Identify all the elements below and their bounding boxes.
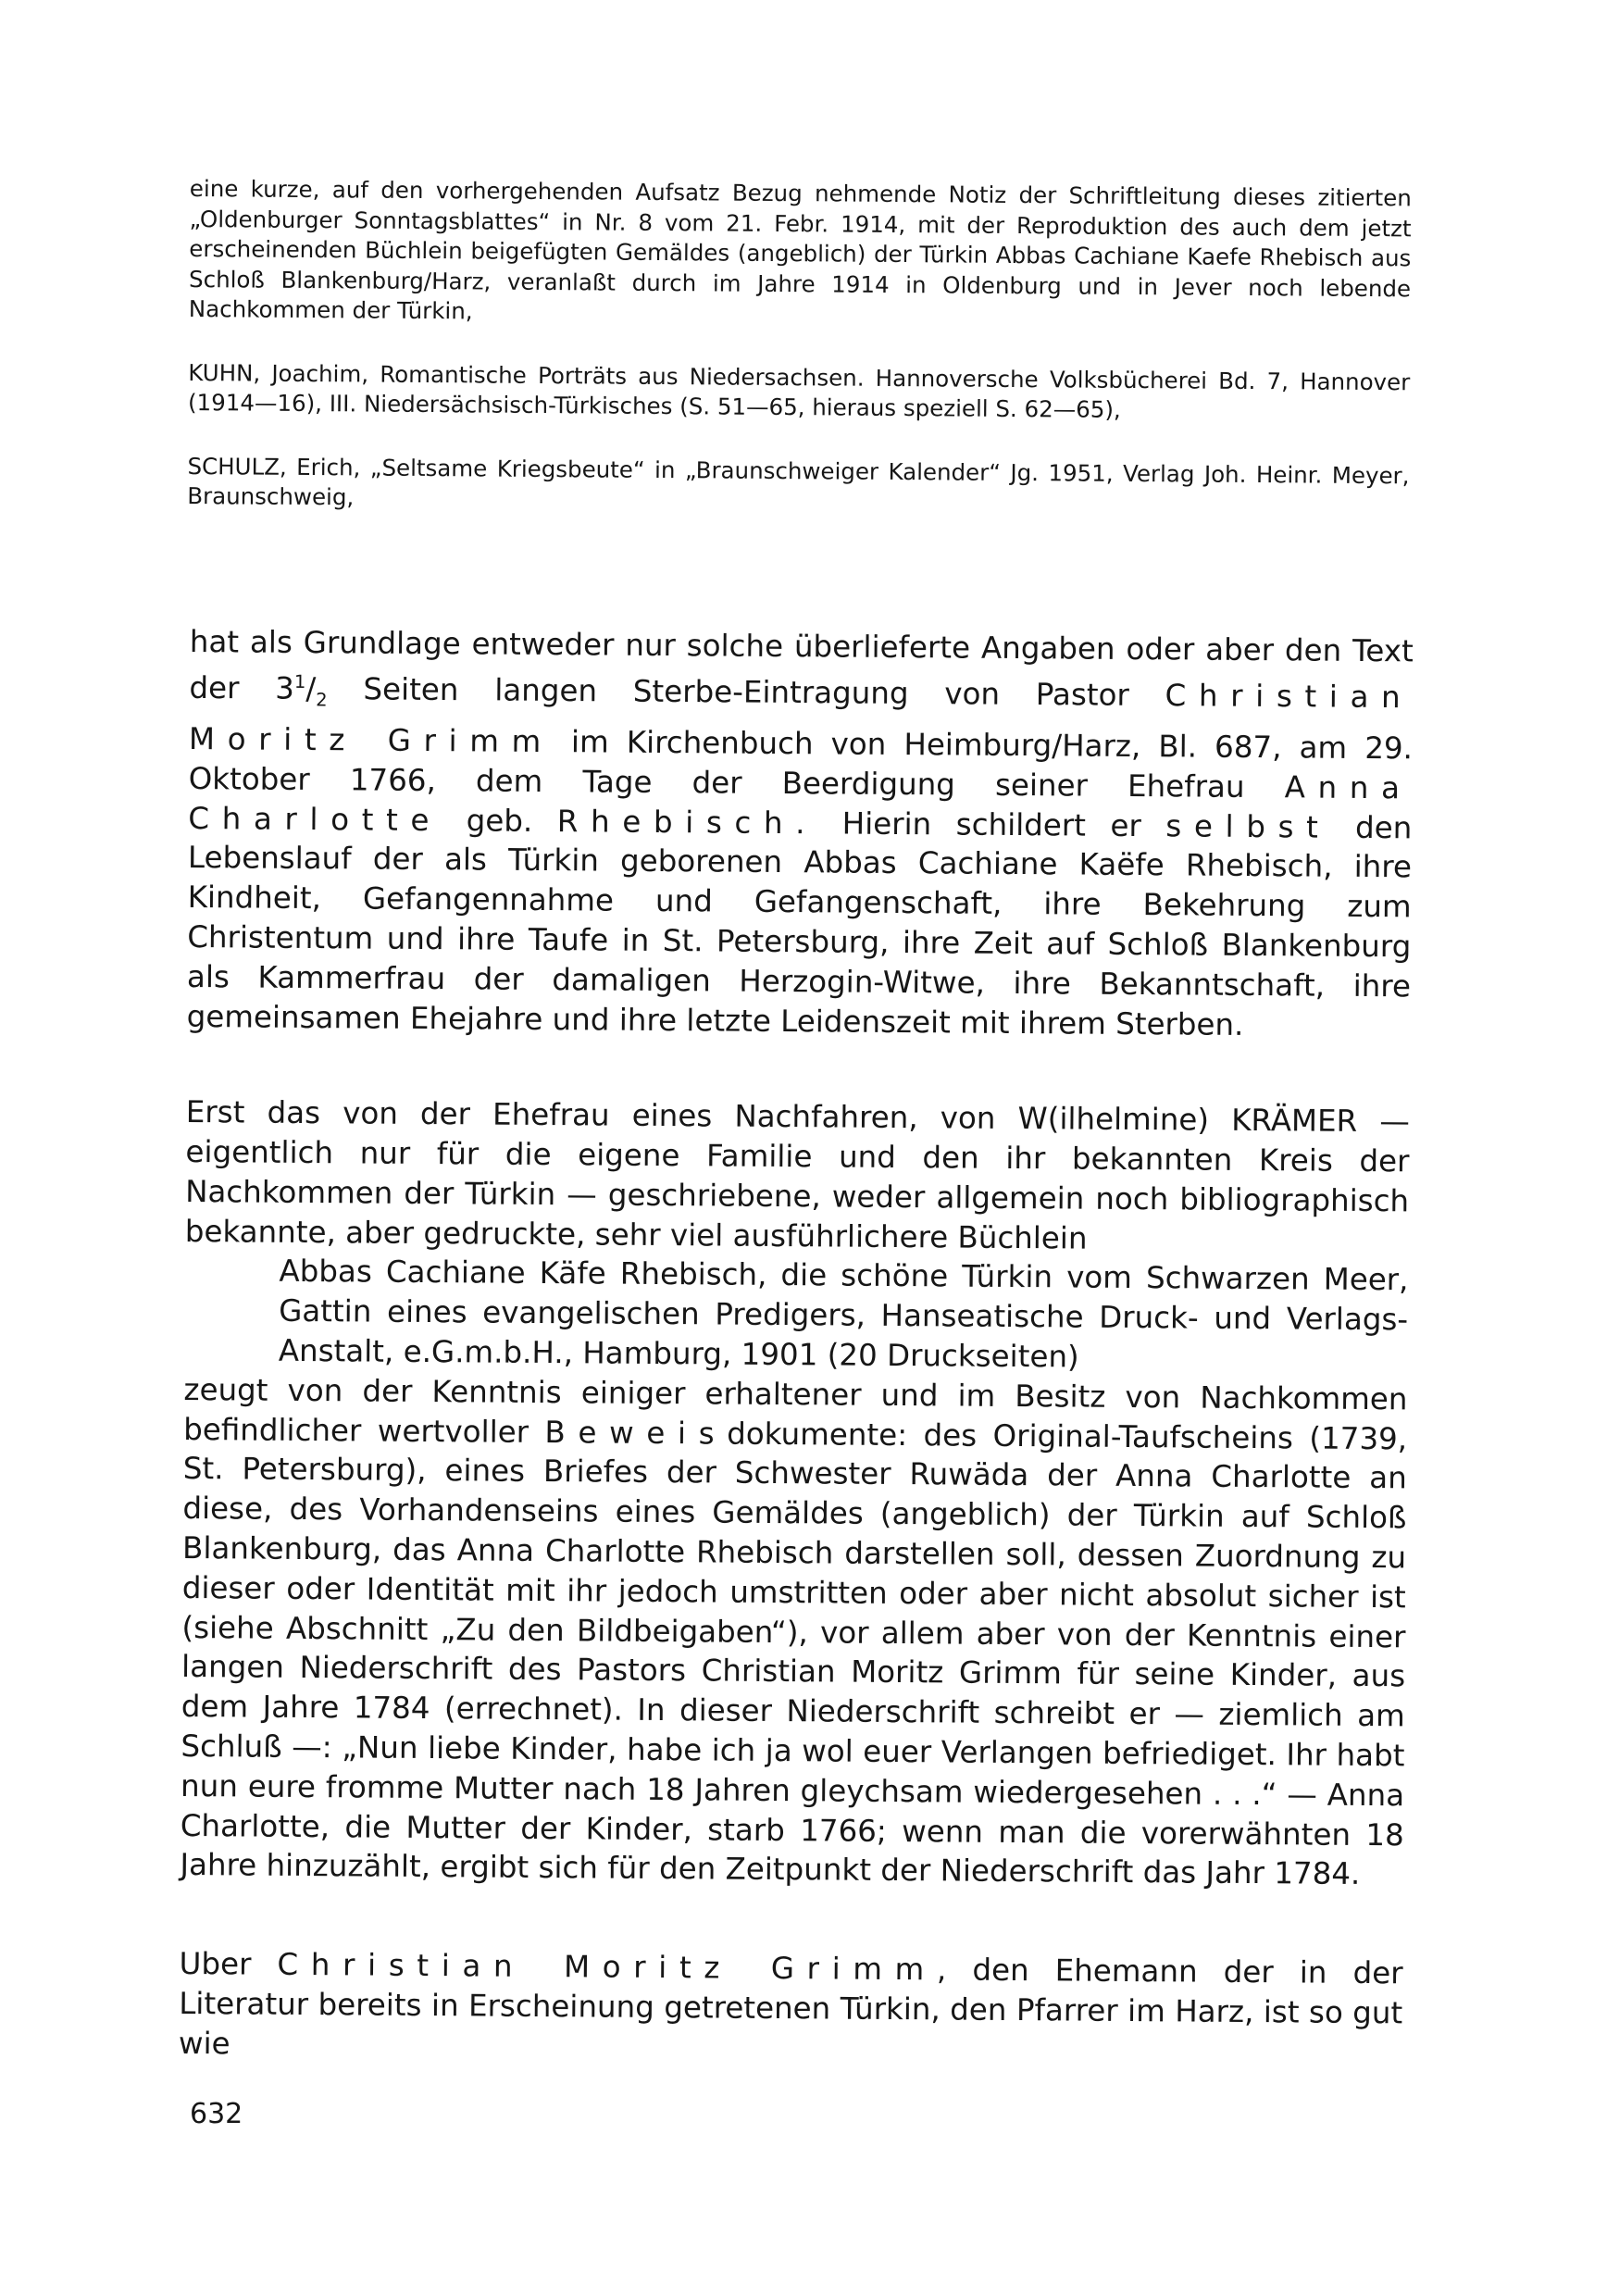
page-number: 632 [190,2098,243,2130]
reference-list [187,174,1412,555]
spaced-name-anna-charlotte: Anna Charlotte [188,769,1413,838]
paragraph-sterbe-eintragung: hat als Grundlage entweder nur solche überlieferte Angaben oder aber den Text der $3^1/_2$ Seiten langen Sterbe-Eintragung von Pastor Christian Moritz Grimm im Kirchenbuch von Heimburg/Harz, Bl. 687, am 29. Oktober 1766, dem Tage der Beerdigung seiner Ehefrau Anna Charlotte geb. Rhebisch. Hierin schildert er selbst den Lebenslauf der als Türkin geborenen Abbas Cachiane Kaëfe Rhebisch, ihre Kindheit, Gefangennahme und Gefangenschaft, ihre Bekehrung zum Christentum und ihre Taufe in St. Petersburg, ihre Zeit auf Schloß Blankenburg als Kammerfrau der damaligen Herzogin-Witwe, ihre Bekanntschaft, ihre gemeinsamen Ehejahre und ihre letzte Leidenszeit mit ihrem Sterben. [186,623,1414,1042]
reference-entry-kuhn: KUHN, Joachim, Romantische Porträts aus Niedersachsen. Hannoversche Volksbücherei Bd. 7, Hannover (1914—16), III. Niedersächsisch-Türkisches (S. 51—65, hieraus speziell S. 62—65), [187,358,1411,423]
paragraph-beweisdokumente: zeugt von der Kenntnis einiger erhaltener und im Besitz von Nachkommen befindlicher wertvoller Beweisdokumente: des Original-Taufscheins (1739, St. Petersburg), eines Briefes der Schwester Ruwäda der Anna Charlotte an diese, des Vorhandenseins eines Gemäldes (angeblich) der Türkin auf Schloß Blankenburg, das Anna Charlotte Rhebisch darstellen soll, dessen Zuordnung zu dieser oder Identität mit ihr jedoch umstritten oder aber nicht absolut sicher ist (siehe Abschnitt „Zu den Bildbeigaben“), vor allem aber von der Kenntnis einer langen Niederschrift des Pastors Christian Moritz Grimm für seine Kinder, aus dem Jahre 1784 (errechnet). In dieser Niederschrift schreibt er — ziemlich am Schluß —: „Nun liebe Kinder, habe ich ja wol euer Verlangen befriediget. Ihr habt nun eure fromme Mutter nach 18 Jahren gleychsam wiedergesehen . . .“ — Anna Charlotte, die Mutter der Kinder, starb 1766; wenn man die vorerwähnten 18 Jahre hinzuzählt, ergibt sich für den Zeitpunkt der Niederschrift das Jahr 1784. [180,1371,1408,1892]
spaced-name-rhebisch: Rhebisch. [556,803,818,841]
spaced-word-selbst: selbst [1165,807,1331,845]
spaced-name-grimm: Christian Moritz Grimm [188,677,1414,760]
paragraph-kraemer-intro: Erst das von der Ehefrau eines Nachfahren, von W(ilhelmine) KRÄMER — eigentlich nur für die eigene Familie und den ihr bekannten Kreis der Nachkommen der Türkin — geschriebene, weder allgemein noch bibliographisch bekannte, aber gedruckte, sehr viel ausführlichere Büchlein [184,1094,1410,1256]
spaced-word-beweis: Beweis [544,1414,728,1452]
reference-entry-schulz: SCHULZ, Erich, „Seltsame Kriegsbeute“ in „Braunschweiger Kalender“ Jg. 1951, Verlag Joh. Heinr. Meyer, Braunschweig, [187,452,1410,511]
book-title-citation: Abbas Cachiane Käfe Rhebisch, die schöne Türkin vom Schwarzen Meer, Gattin eines evangelischen Predigers, Hanseatische Druck- und Verlags-Anstalt, e.G.m.b.H., Hamburg, 1901 (20 Druckseiten) [278,1254,1409,1375]
spaced-name-grimm-2: Christian Moritz Grimm [277,1947,938,1988]
paragraph-ueber-grimm: Uber Christian Moritz Grimm, den Ehemann der in der Literatur bereits in Erscheinung getretenen Türkin, den Pfarrer im Harz, ist so gut wie [178,1946,1403,2062]
reference-entry-oldenburger: eine kurze, auf den vorhergehenden Aufsatz Bezug nehmende Notiz der Schriftleitung dieses zitierten „Oldenburger Sonntagsblattes“ in Nr. 8 vom 21. Febr. 1914, mit der Reproduktion des auch dem jetzt erscheinenden Büchlein beigefügten Gemäldes (angeblich) der Türkin Abbas Cachiane Kaefe Rhebisch aus Schloß Blankenburg/Harz, veranlaßt durch im Jahre 1914 in Oldenburg und in Jever noch lebende Nachkommen der Türkin, [188,174,1412,325]
main-text [179,622,1414,2073]
